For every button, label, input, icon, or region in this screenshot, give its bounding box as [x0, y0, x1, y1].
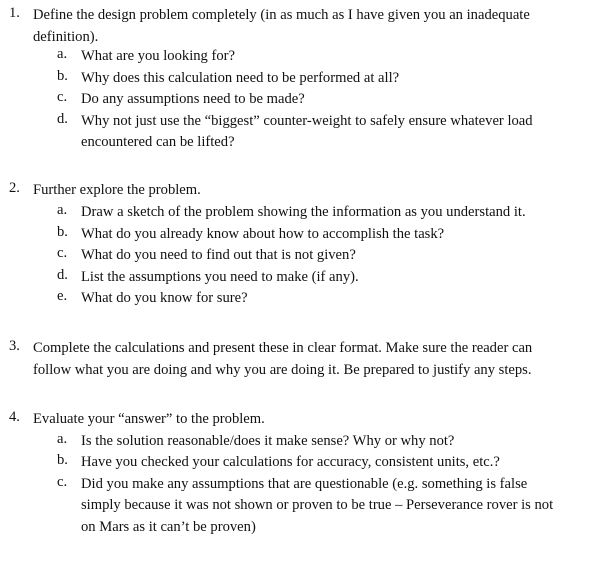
text-line: Do any assumptions need to be made?: [81, 91, 305, 107]
text-line: Is the solution reasonable/does it make sense? Why or why not?: [81, 432, 455, 449]
sub-item-letter: b.: [57, 67, 68, 84]
sub-item-text: [81, 46, 606, 68]
item-text: [33, 409, 603, 431]
sub-item-letter: e.: [57, 288, 68, 304]
text-line: Why does this calculation need to be performed at all?: [81, 69, 400, 86]
sub-item-text: [81, 68, 606, 90]
text-line: Further explore the problem.: [33, 182, 201, 198]
text-line: Have you checked your calculations for accuracy, consistent units, etc.?: [81, 454, 500, 470]
text-line: Draw a sketch of the problem showing the information as you understand it.: [81, 204, 526, 220]
text-line: What do you know for sure?: [81, 290, 248, 306]
item-number: 1.: [9, 5, 20, 21]
text-line: Why not just use the “biggest” counter-weight to safely ensure whatever load: [81, 112, 533, 129]
text-line: definition).: [33, 28, 99, 45]
sub-item-text: [81, 474, 606, 539]
sub-item-letter: b.: [57, 452, 68, 468]
item-text: [33, 180, 603, 202]
sub-item-letter: a.: [57, 430, 68, 447]
item-text: [33, 5, 603, 48]
text-line: Did you make any assumptions that are questionable (e.g. something is false: [81, 475, 528, 492]
sub-item-text: [81, 89, 606, 111]
sub-item-text: [81, 111, 606, 154]
text-line: Evaluate your “answer” to the problem.: [33, 411, 265, 427]
sub-item-text: [81, 202, 606, 224]
sub-item-text: [81, 452, 606, 474]
sub-item-text: [81, 245, 606, 267]
sub-item-letter: d.: [57, 110, 68, 127]
text-line: simply because it was not shown or proven to be true – Perseverance rover is not: [81, 497, 554, 513]
text-line: What are you looking for?: [81, 48, 235, 64]
sub-item-letter: b.: [57, 223, 68, 240]
sub-item-letter: c.: [57, 245, 68, 261]
text-line: encountered can be lifted?: [81, 134, 235, 150]
item-text: [33, 338, 603, 381]
sub-item-text: [81, 288, 606, 310]
sub-item-letter: c.: [57, 89, 68, 105]
sub-item-letter: d.: [57, 266, 68, 283]
text-line: Define the design problem completely (in as much as I have given you an inadequate: [33, 7, 530, 23]
text-line: Complete the calculations and present these in clear format. Make sure the reader can: [33, 340, 533, 356]
item-number: 3.: [9, 338, 20, 354]
text-line: follow what you are doing and why you are doing it. Be prepared to justify any steps.: [33, 361, 532, 378]
text-line: on Mars as it can’t be proven): [81, 518, 256, 535]
text-line: List the assumptions you need to make (if any).: [81, 268, 359, 285]
item-number: 4.: [9, 409, 20, 425]
text-line: What do you need to find out that is not given?: [81, 247, 356, 263]
sub-item-text: [81, 224, 606, 246]
item-number: 2.: [9, 180, 20, 196]
text-line: What do you already know about how to accomplish the task?: [81, 225, 445, 242]
sub-item-letter: a.: [57, 202, 68, 218]
sub-item-letter: a.: [57, 46, 68, 62]
sub-item-text: [81, 431, 606, 453]
sub-item-letter: c.: [57, 473, 68, 490]
sub-item-text: [81, 267, 606, 289]
